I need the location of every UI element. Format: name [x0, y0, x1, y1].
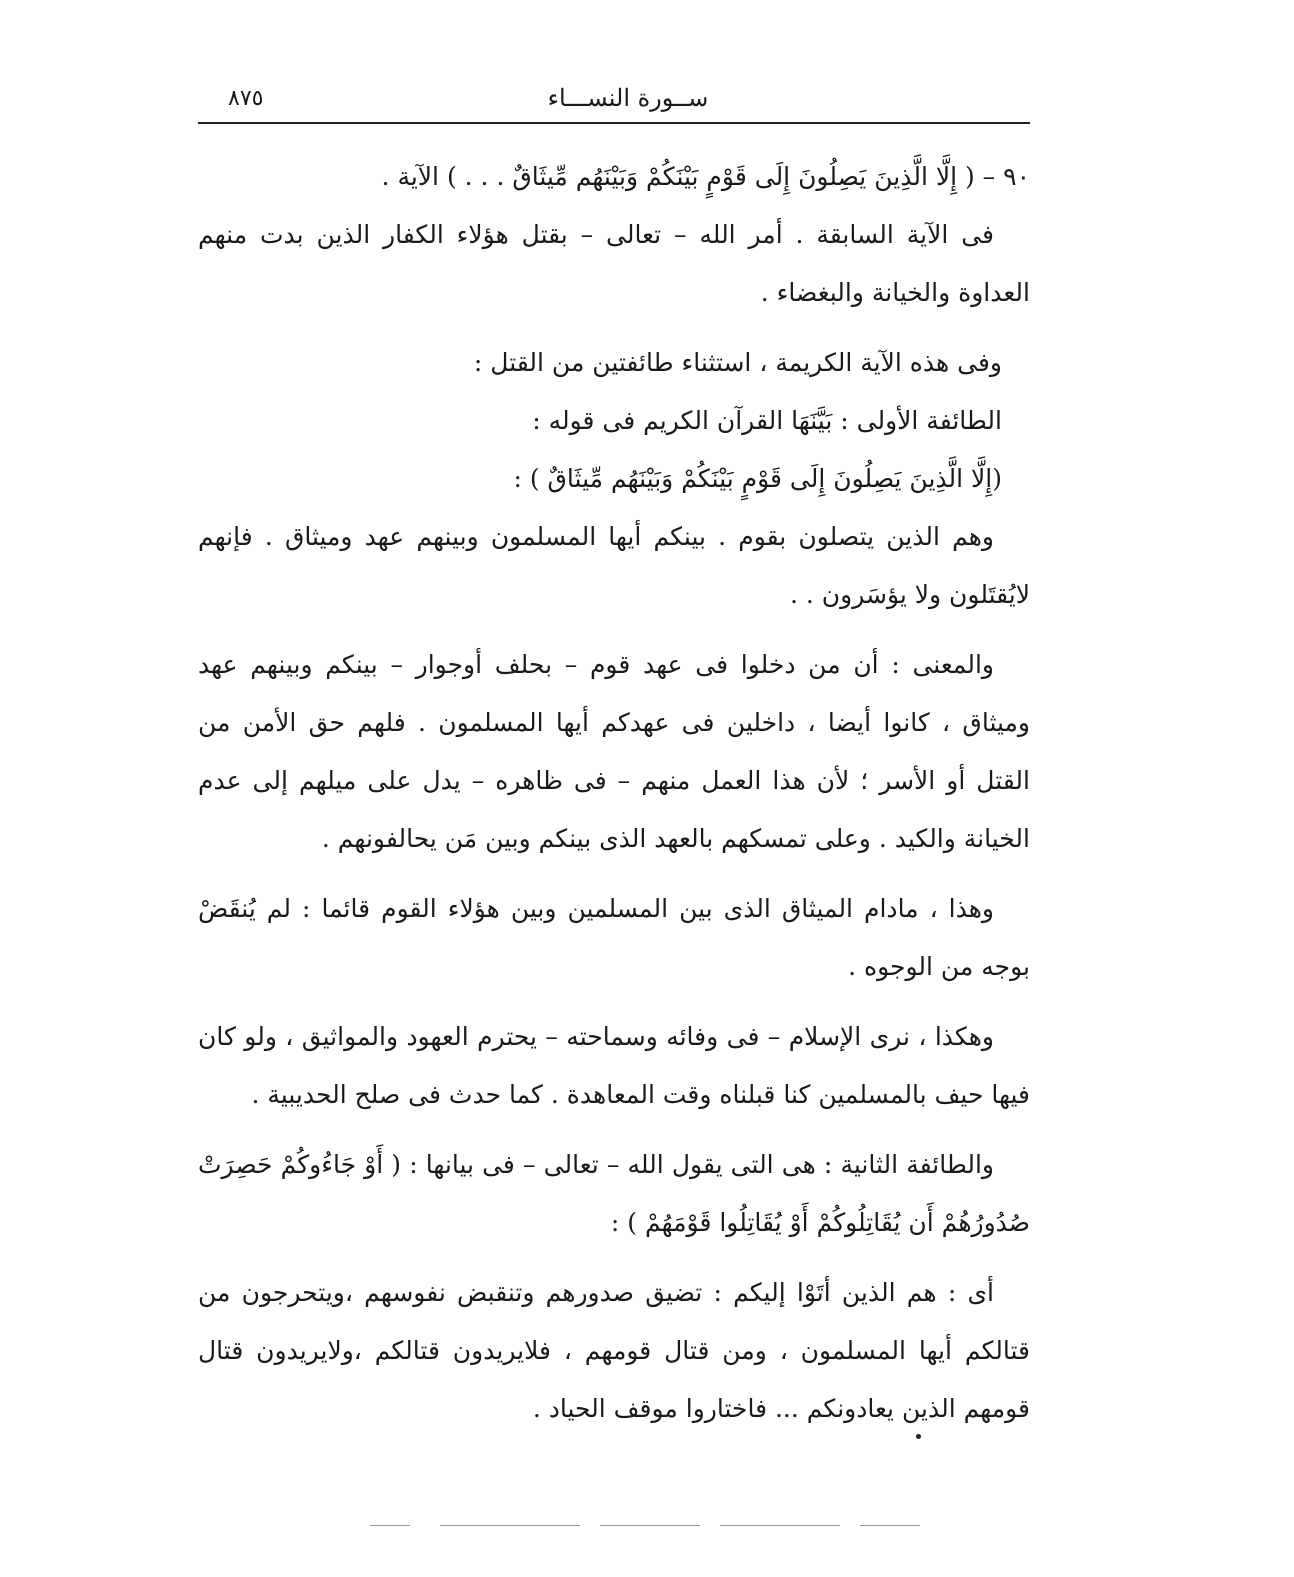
- paragraph-exception: وفى هذه الآية الكريمة ، استثناء طائفتين من القتل :: [473, 348, 1002, 377]
- footer-rule-segment: [860, 1525, 920, 1526]
- verse-heading: ٩٠ – ( إِلَّا الَّذِينَ يَصِلُونَ إِلَى قَوْمٍ بَيْنَكُمْ وَبَيْنَهُم مِّيثَاقٌ . . . ) الآية .: [381, 162, 1030, 191]
- page-number: ٨٧٥: [228, 86, 264, 111]
- paragraph-first-group: الطائفة الأولى : بَيَّنَهَا القرآن الكريم فى قوله :: [532, 406, 1002, 435]
- footer-rule-segment: [440, 1525, 580, 1526]
- footer-rule-segment: [600, 1525, 700, 1526]
- page-header: [198, 78, 1030, 124]
- paragraph-explanation: وهم الذين يتصلون بقوم . بينكم أيها المسلمون وبينهم عهد وميثاق . فإنهم لايُقتَلون ولا يؤسَرون . .: [198, 522, 1030, 609]
- quoted-verse: (إِلَّا الَّذِينَ يَصِلُونَ إِلَى قَوْمٍ بَيْنَكُمْ وَبَيْنَهُم مِّيثَاقٌ ) :: [513, 464, 1002, 493]
- footer-rule-segment: [370, 1525, 410, 1526]
- footer-rule-segment: [720, 1525, 840, 1526]
- paragraph-second-group: والطائفة الثانية : هى التى يقول الله – تعالى – فى بيانها : ( أَوْ جَاءُوكُمْ حَصِرَتْ صُدُورُهُمْ أَن يُقَاتِلُوكُمْ أَوْ يُقَاتِلُوا قَوْمَهُمْ ) :: [198, 1150, 1030, 1237]
- paragraph-islam-fidelity: وهكذا ، نرى الإسلام – فى وفائه وسماحته – يحترم العهود والمواثيق ، ولو كان فيها حيف بالمسلمين كنا قبلناه وقت المعاهدة . كما حدث فى صلح الحديبية .: [198, 1022, 1030, 1109]
- ink-speck: [916, 1434, 921, 1439]
- header-rule: [198, 122, 1030, 124]
- paragraph-neutrality: أى : هم الذين أتَوْا إليكم : تضيق صدورهم وتنقبض نفوسهم ،ويتحرجون من قتالكم أيها المسلمون ، ومن قتال قومهم ، فلايريدون قتالكم ،ولايريدون قتال قومهم الذين يعادونكم ... فاختاروا موقف الحياد .: [198, 1278, 1030, 1423]
- page-body: [198, 148, 1030, 1438]
- paragraph-covenant: وهذا ، مادام الميثاق الذى بين المسلمين وبين هؤلاء القوم قائما : لم يُنقَضْ بوجه من الوجوه .: [198, 894, 1030, 981]
- paragraph-previous-verse: فى الآية السابقة . أمر الله – تعالى – بقتل هؤلاء الكفار الذين بدت منهم العداوة والخيانة والبغضاء .: [198, 220, 1030, 307]
- running-title: ســورة النســـاء: [547, 84, 709, 112]
- paragraph-meaning: والمعنى : أن من دخلوا فى عهد قوم – بحلف أوجوار – بينكم وبينهم عهد وميثاق ، كانوا أيضا ، داخلين فى عهدكم أيها المسلمون . فلهم حق الأمن من القتل أو الأسر ؛ لأن هذا العمل منهم – فى ظاهره – يدل على ميلهم إلى عدم الخيانة والكيد . وعلى تمسكهم بالعهد الذى بينكم وبين مَن يحالفونهم .: [198, 650, 1030, 853]
